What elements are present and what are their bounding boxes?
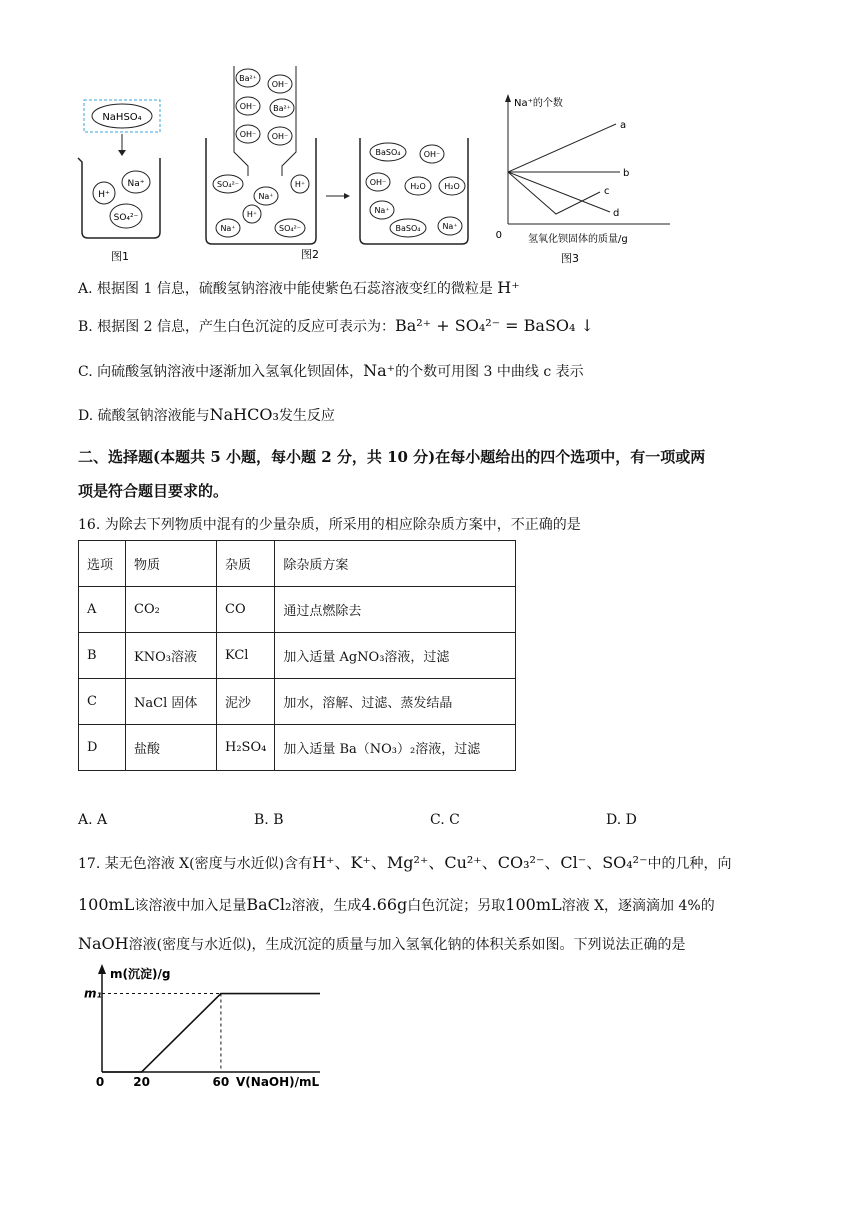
fig1-caption: 图1 [111,250,129,263]
q17-line3: NaOH溶液(密度与水近似)，生成沉淀的质量与加入氢氧化钠的体积关系如图。下列说法正确的是 [78,934,686,953]
svg-text:Na⁺: Na⁺ [442,222,458,231]
q16-choice-a[interactable]: A. A [78,812,108,828]
svg-text:Na⁺: Na⁺ [258,192,274,201]
svg-text:SO₄²⁻: SO₄²⁻ [216,180,240,189]
svg-text:H₂O: H₂O [410,182,426,191]
x-tick-label: 60 [212,1075,230,1089]
figure-row [70,62,690,272]
q17-line1: 17. 某无色溶液 X(密度与水近似)含有H⁺、K⁺、Mg²⁺、Cu²⁺、CO₃²⁻、Cl⁻、SO₄²⁻中的几种，向 [78,853,732,872]
table-row: A CO₂ CO 通过点燃除去 [79,587,516,633]
x-tick-label: 0 [95,1075,105,1089]
svg-text:OH⁻: OH⁻ [369,178,387,187]
y-marker-m1: m₁ [84,986,102,1001]
fig1-ion-so4: SO₄²⁻ [113,213,139,223]
svg-text:a: a [620,120,627,131]
svg-text:Na⁺: Na⁺ [374,206,390,215]
svg-text:Na⁺: Na⁺ [220,224,236,233]
svg-text:OH⁻: OH⁻ [271,132,289,141]
svg-text:OH⁻: OH⁻ [239,130,257,139]
q16-stem: 16. 为除去下列物质中混有的少量杂质，所采用的相应除杂质方案中，不正确的是 [78,517,581,533]
fig3-ylabel: Na⁺的个数 [514,98,563,109]
svg-text:OH⁻: OH⁻ [239,102,257,111]
svg-text:c: c [604,186,610,197]
svg-text:OH⁻: OH⁻ [423,150,441,159]
table-row: D 盐酸 H₂SO₄ 加入适量 Ba（NO₃）₂溶液，过滤 [79,725,516,771]
svg-text:BaSO₄: BaSO₄ [375,148,401,157]
svg-text:0: 0 [495,230,502,241]
fig2-caption: 图2 [301,248,319,261]
x-axis-label: V(NaOH)/mL [236,1075,320,1089]
svg-text:H⁺: H⁺ [246,210,258,219]
q16-choice-b[interactable]: B. B [254,812,284,828]
table-row: C NaCl 固体 泥沙 加水，溶解、过滤、蒸发结晶 [79,679,516,725]
section-2-heading-line1: 二、选择题(本题共 5 小题，每小题 2 分，共 10 分)在每小题给出的四个选项中，有一项或两 [78,448,706,466]
curve-a [508,124,616,172]
precipitate-curve [102,994,320,1072]
q16-choice-c[interactable]: C. C [430,812,460,828]
figure-1 [78,100,160,263]
figure-3 [496,94,670,265]
fig3-caption: 图3 [561,252,579,265]
curve-d [508,172,610,212]
svg-text:b: b [623,168,630,179]
fig3-xlabel: 氢氧化钡固体的质量/g [528,234,628,245]
svg-text:Ba²⁺: Ba²⁺ [273,104,291,113]
table-row: B KNO₃溶液 KCl 加入适量 AgNO₃溶液，过滤 [79,633,516,679]
q17-chart [80,962,350,1092]
fig1-solute: NaHSO₄ [102,112,142,123]
q16-choice-d[interactable]: D. D [606,812,637,828]
q16-table [78,540,516,771]
q15-option-c: C. 向硫酸氢钠溶液中逐渐加入氢氧化钡固体，Na⁺的个数可用图 3 中曲线 c 表示 [78,361,584,380]
svg-text:BaSO₄: BaSO₄ [395,224,421,233]
x-tick-label: 20 [133,1075,150,1089]
curve-c [508,172,600,214]
table-header-row: 选项 物质 杂质 除杂质方案 [79,541,516,587]
svg-text:d: d [613,208,620,219]
svg-text:SO₄²⁻: SO₄²⁻ [278,224,302,233]
q15-option-a: A. 根据图 1 信息，硫酸氢钠溶液中能使紫色石蕊溶液变红的微粒是 H⁺ [78,278,520,297]
q17-line2: 100mL该溶液中加入足量BaCl₂溶液，生成4.66g白色沉淀；另取100mL溶液 X，逐滴滴加 4%的 [78,895,715,914]
q15-option-d: D. 硫酸氢钠溶液能与NaHCO₃发生反应 [78,405,335,424]
section-2-heading-line2: 项是符合题目要求的。 [78,482,229,500]
fig1-ion-h: H⁺ [98,190,110,200]
svg-text:H₂O: H₂O [444,182,460,191]
svg-text:OH⁻: OH⁻ [271,80,289,89]
figure-2 [206,66,468,261]
fig1-ion-na: Na⁺ [127,179,145,189]
y-axis-label: m(沉淀)/g [110,967,171,981]
svg-text:H⁺: H⁺ [294,180,306,189]
q15-option-b: B. 根据图 2 信息，产生白色沉淀的反应可表示为：Ba²⁺ + SO₄²⁻ = BaSO₄ ↓ [78,316,594,335]
svg-text:Ba²⁺: Ba²⁺ [239,74,257,83]
